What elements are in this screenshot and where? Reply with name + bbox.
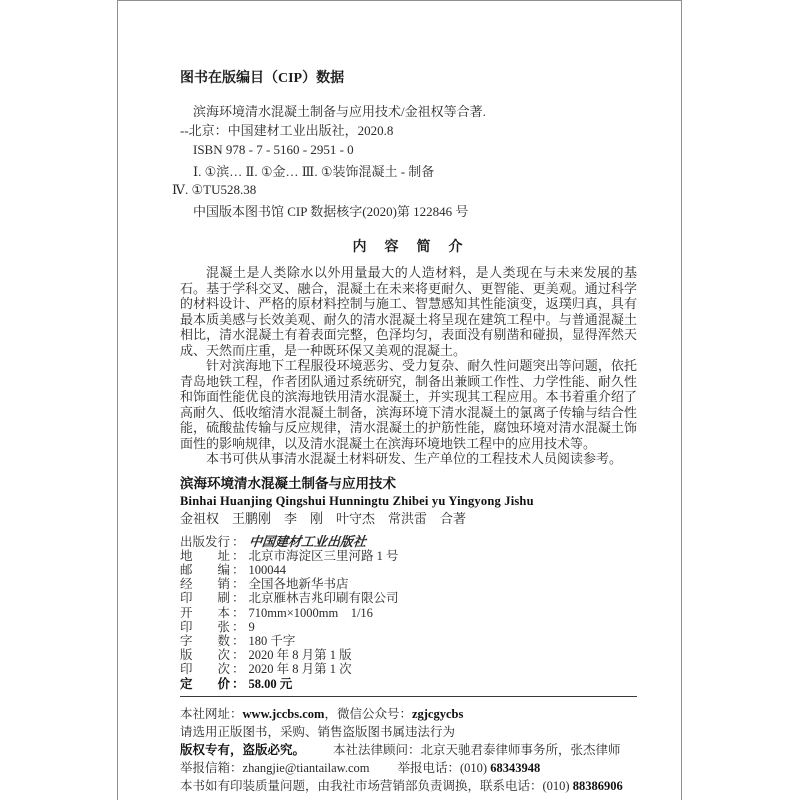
detail-row-printer xyxy=(180,591,637,605)
copyright-warning: 版权专有，盗版必究。 xyxy=(180,742,306,757)
detail-label: 印 张 xyxy=(180,619,231,634)
footer-notices xyxy=(180,705,637,795)
colon: ： xyxy=(232,562,245,577)
book-authors: 金祖权 王鹏刚 李 刚 叶守杰 常洪雷 合著 xyxy=(180,510,467,526)
summary-paragraph: 混凝土是人类除水以外用量最大的人造材料，是人类现在与未来发展的基石。基于学科交叉、融合，混凝土在未来将更耐久、更智能、更美观。通过科学的材料设计、严格的原材料控制与施工、智慧感知其性能演变，返璞归真，具有最本质美感与长效美观、耐久的清水混凝土将呈现在建筑工程中。与普通混凝土相比，清水混凝土有着表面完整，色泽均匀，表面没有剔凿和碰损，显得浑然天成、天然而庄重，是一种既环保又美观的混凝土。 xyxy=(180,265,637,358)
cip-classification xyxy=(172,163,637,199)
summary-title: 内 容 简 介 xyxy=(352,240,465,255)
colon: ： xyxy=(232,534,245,549)
cip-title-line: 滨海环境清水混凝土制备与应用技术/金祖权等合著. xyxy=(193,104,486,119)
colon: ： xyxy=(232,605,245,620)
detail-row-address xyxy=(180,549,637,563)
detail-value: 2020 年 8 月第 1 版 xyxy=(248,648,352,663)
report-phone-label: 举报电话：(010) xyxy=(397,760,488,775)
separator-rule xyxy=(180,696,637,697)
website-url: www.jccbs.com xyxy=(242,706,325,721)
cip-block xyxy=(180,102,637,159)
detail-value: 100044 xyxy=(248,562,287,577)
detail-value: 北京雁林吉兆印刷有限公司 xyxy=(248,591,399,606)
wechat-label: ，微信公众号： xyxy=(324,706,412,721)
cip-publisher-line: --北京：中国建材工业出版社，2020.8 xyxy=(180,123,394,138)
colon: ： xyxy=(232,676,245,691)
quality-phone-number: 88386906 xyxy=(572,778,623,793)
detail-row-sheets xyxy=(180,620,637,634)
detail-value: 710mm×1000mm 1/16 xyxy=(248,605,373,620)
detail-row-wordcount xyxy=(180,634,637,648)
detail-value: 9 xyxy=(248,619,255,634)
page-content xyxy=(118,70,681,795)
colon: ： xyxy=(232,577,245,592)
report-email: zhangjie@tiantailaw.com xyxy=(242,760,370,775)
detail-row-format xyxy=(180,606,637,620)
footer-report-line xyxy=(180,759,637,777)
summary-section xyxy=(180,265,637,467)
detail-row-publisher xyxy=(180,535,637,549)
footer-copyright-line xyxy=(180,741,637,759)
colon: ： xyxy=(232,591,245,606)
detail-label: 开 本 xyxy=(180,605,231,620)
classification-line-2: Ⅳ. ①TU528.38 xyxy=(172,182,257,197)
colon: ： xyxy=(232,648,245,663)
cip-record-number: 中国版本图书馆 CIP 数据核字(2020)第 122846 号 xyxy=(193,204,469,219)
report-phone-number: 68343948 xyxy=(490,760,541,775)
cip-header: 图书在版编目（CIP）数据 xyxy=(180,71,345,86)
detail-label: 定 价 xyxy=(180,676,231,691)
detail-row-impression xyxy=(180,662,637,676)
report-email-label: 举报信箱： xyxy=(180,760,243,775)
detail-value: 2020 年 8 月第 1 次 xyxy=(248,662,352,677)
detail-label: 印 次 xyxy=(180,662,231,677)
detail-row-distribution xyxy=(180,577,637,591)
detail-label: 版 次 xyxy=(180,648,231,663)
footer-quality-line xyxy=(180,777,637,795)
detail-label: 邮 编 xyxy=(180,562,231,577)
detail-value: 全国各地新华书店 xyxy=(248,577,349,592)
book-info-section xyxy=(180,475,637,527)
detail-label: 字 数 xyxy=(180,633,231,648)
footer-genuine-notice: 请选用正版图书，采购、销售盗版图书属违法行为 xyxy=(180,724,456,739)
colon: ： xyxy=(232,619,245,634)
detail-label: 印 刷 xyxy=(180,591,231,606)
quality-label: 本书如有印装质量问题，由我社市场营销部负责调换，联系电话：(010) xyxy=(180,778,570,793)
detail-row-price xyxy=(180,677,637,691)
detail-value: 北京市海淀区三里河路 1 号 xyxy=(248,548,399,563)
book-title-cn: 滨海环境清水混凝土制备与应用技术 xyxy=(180,475,396,491)
footer-website-line xyxy=(180,705,637,723)
summary-paragraph: 针对滨海地下工程服役环境恶劣、受力复杂、耐久性问题突出等问题，依托青岛地铁工程，作者团队通过系统研究，制备出兼顾工作性、力学性能、耐久性和饰面性能优良的滨海地铁用清水混凝土，并实现其工程应用。本书着重介绍了高耐久、低收缩清水混凝土制备，滨海环境下清水混凝土的氯离子传输与结合性能，硫酸盐传输与反应规律，清水混凝土的护筋性能，腐蚀环境对清水混凝土饰面性的影响规律，以及清水混凝土在滨海环境地铁工程中的应用技术等。 xyxy=(180,358,637,451)
publication-details xyxy=(180,535,637,691)
website-label: 本社网址： xyxy=(180,706,243,721)
detail-label: 经 销 xyxy=(180,577,231,592)
legal-counsel: 本社法律顾问：北京天驰君泰律师事务所，张杰律师 xyxy=(333,742,621,757)
wechat-id: zgjcgycbs xyxy=(411,706,464,721)
summary-paragraph: 本书可供从事清水混凝土材料研发、生产单位的工程技术人员阅读参考。 xyxy=(206,451,623,466)
detail-row-postcode xyxy=(180,563,637,577)
detail-label: 地 址 xyxy=(180,548,231,563)
colon: ： xyxy=(232,548,245,563)
colon: ： xyxy=(232,633,245,648)
detail-value: 180 千字 xyxy=(248,633,296,648)
detail-row-edition xyxy=(180,648,637,662)
colon: ： xyxy=(232,662,245,677)
publisher-logotype: 中国建材工业出版社 xyxy=(247,533,367,549)
book-title-pinyin: Binhai Huanjing Qingshui Hunningtu Zhibei yu Yingyong Jishu xyxy=(180,493,534,508)
isbn-line: ISBN 978 - 7 - 5160 - 2951 - 0 xyxy=(193,142,354,157)
price-value: 58.00 元 xyxy=(248,676,293,691)
copyright-page xyxy=(117,0,682,800)
detail-label: 出版发行 xyxy=(180,534,231,549)
classification-line-1: Ⅰ. ①滨… Ⅱ. ①金… Ⅲ. ①装饰混凝土 - 制备 xyxy=(193,164,435,179)
